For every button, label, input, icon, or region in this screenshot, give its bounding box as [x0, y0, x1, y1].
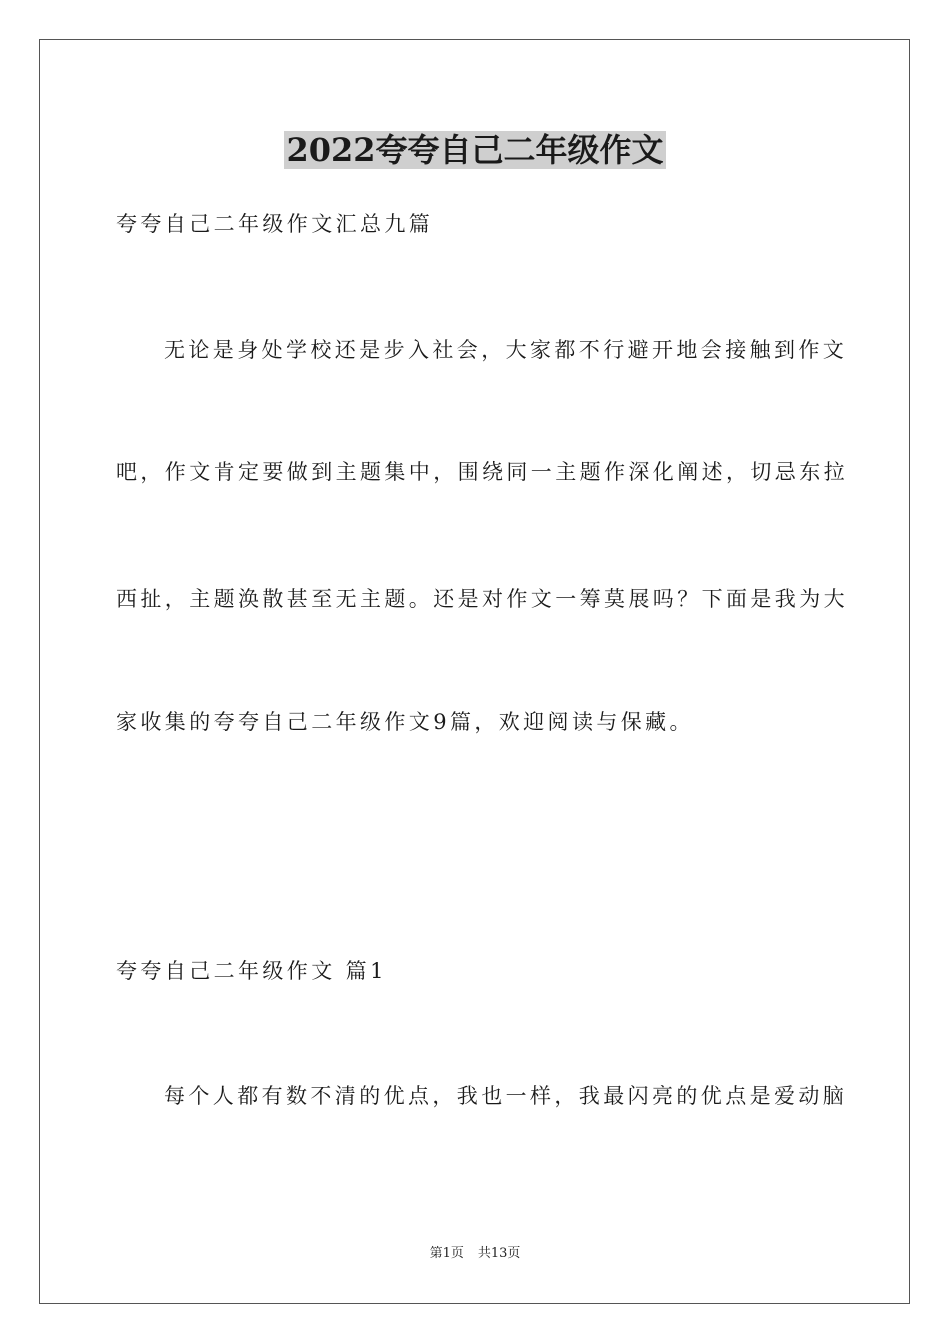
page-total: 共13页	[477, 1246, 521, 1261]
intro-line-4: 家收集的夸夸自己二年级作文9篇，欢迎阅读与保藏。	[116, 710, 694, 734]
page-number: 第1页	[429, 1246, 464, 1261]
intro-line-3: 西扯，主题涣散甚至无主题。还是对作文一筹莫展吗？下面是我为大	[116, 587, 848, 611]
intro-line-1: 无论是身处学校还是步入社会，大家都不行避开地会接触到作文	[164, 338, 848, 362]
document-title	[0, 128, 950, 172]
section-heading: 夸夸自己二年级作文 篇1	[116, 959, 387, 983]
intro-line-2: 吧，作文肯定要做到主题集中，围绕同一主题作深化阐述，切忌东拉	[116, 460, 848, 484]
document-subtitle: 夸夸自己二年级作文汇总九篇	[116, 212, 434, 236]
page-footer	[0, 1245, 950, 1263]
section-first-line: 每个人都有数不清的优点，我也一样，我最闪亮的优点是爱动脑	[164, 1084, 848, 1108]
document-title-text: 2022夸夸自己二年级作文	[286, 131, 664, 169]
